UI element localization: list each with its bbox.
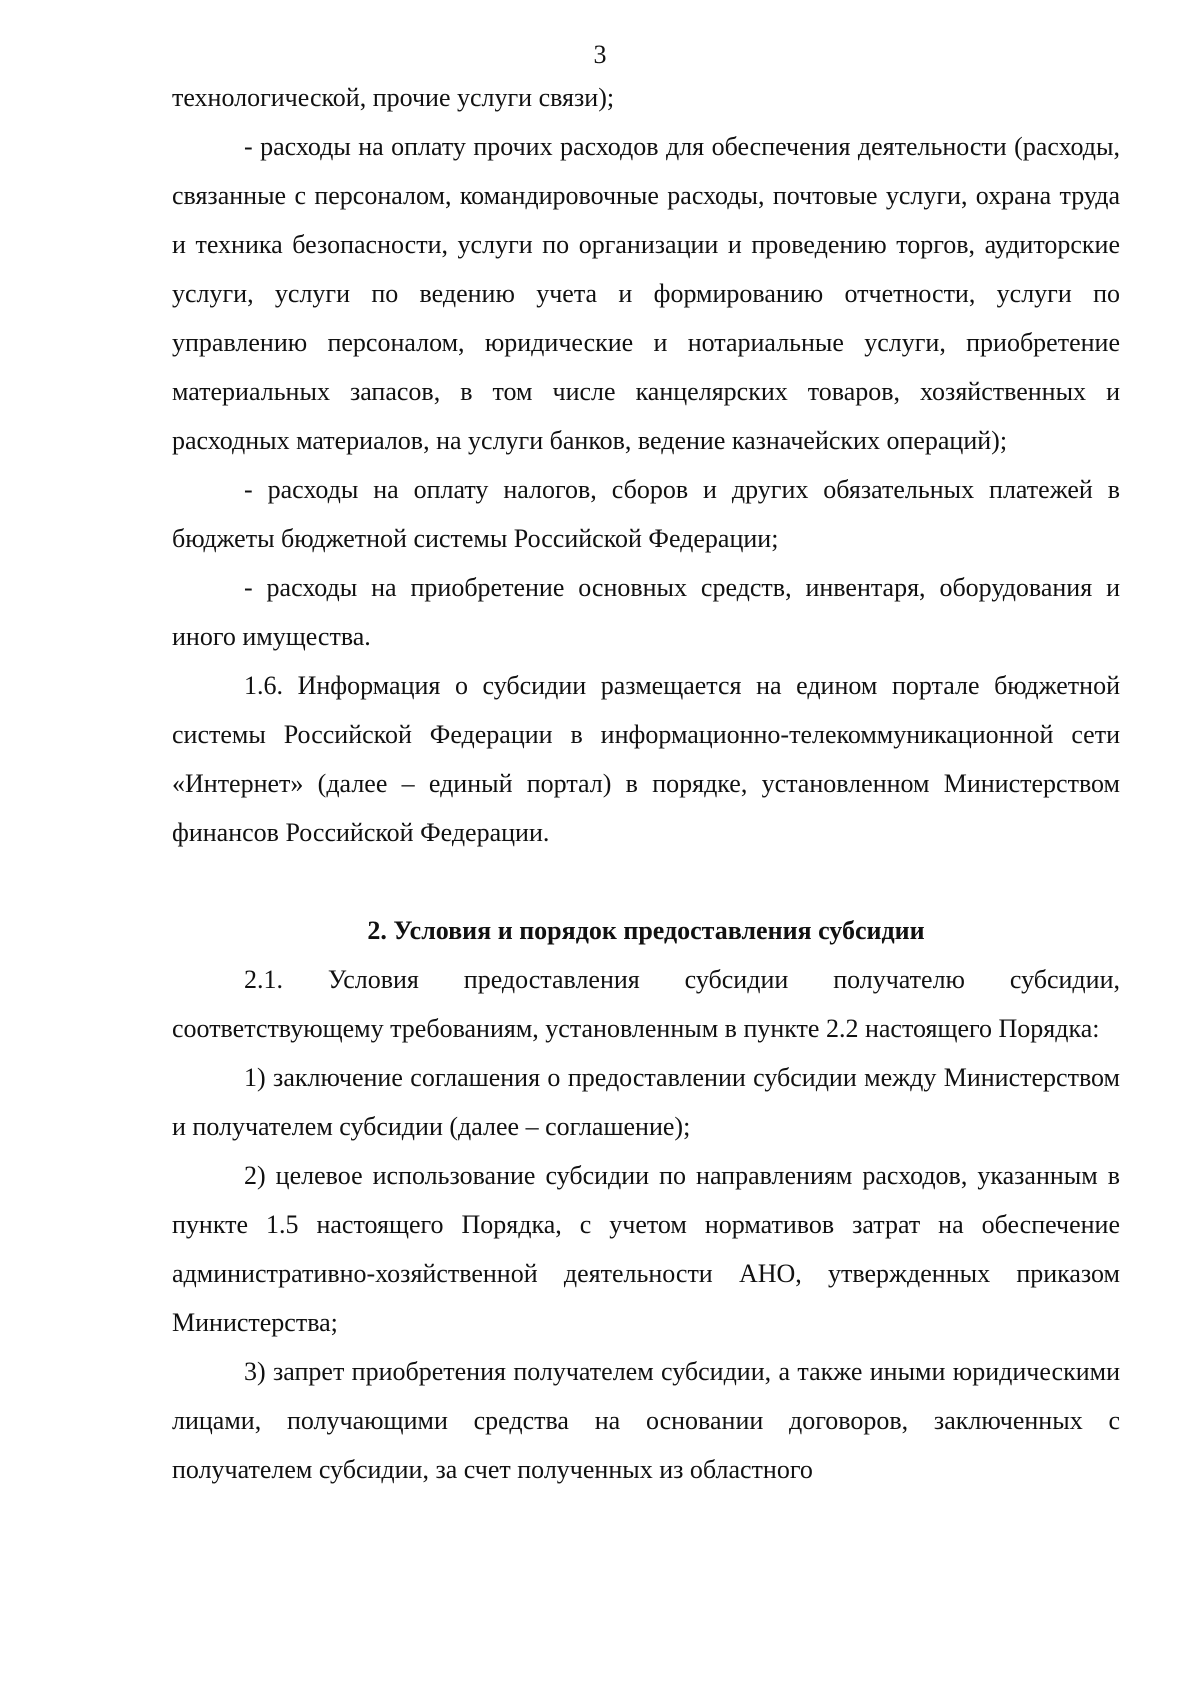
paragraph-other-expenses: - расходы на оплату прочих расходов для обеспечения деятельности (расходы, связанные с персоналом, командировочные расходы, почтовые услуги, охрана труда и техника безопасности, услуги по организации и проведению торгов, аудиторские услуги, услуги по ведению учета и формированию отчетности, услуги по управлению персоналом, юридические и нотариальные услуги, приобретение материальных запасов, в том числе канцелярских товаров, хозяйственных и расходных материалов, на услуги банков, ведение казначейских операций); <box>172 132 1120 455</box>
list-item-1: 1) заключение соглашения о предоставлении субсидии между Министерством и получателем субсидии (далее – соглашение); <box>172 1063 1120 1141</box>
list-item-3: 3) запрет приобретения получателем субсидии, а также иными юридическими лицами, получающими средства на основании договоров, заключенных с получателем субсидии, за счет полученных из областного <box>172 1357 1120 1484</box>
paragraph-continuation: технологической, прочие услуги связи); <box>172 83 615 112</box>
paragraph-2-1: 2.1. Условия предоставления субсидии получателю субсидии, соответствующему требованиям, установленным в пункте 2.2 настоящего Порядка: <box>172 965 1120 1043</box>
paragraph-taxes: - расходы на оплату налогов, сборов и других обязательных платежей в бюджеты бюджетной системы Российской Федерации; <box>172 475 1120 553</box>
paragraph-fixed-assets: - расходы на приобретение основных средств, инвентаря, оборудования и иного имущества. <box>172 573 1120 651</box>
document-body <box>172 73 1120 1494</box>
page-number: 3 <box>593 40 607 69</box>
list-item-2: 2) целевое использование субсидии по направлениям расходов, указанным в пункте 1.5 настоящего Порядка, с учетом нормативов затрат на обеспечение административно-хозяйственной деятельности АНО, утвержденных приказом Министерства; <box>172 1161 1120 1337</box>
section-heading: 2. Условия и порядок предоставления субсидии <box>367 916 925 945</box>
paragraph-1-6: 1.6. Информация о субсидии размещается на едином портале бюджетной системы Российской Федерации в информационно-телекоммуникационной сети «Интернет» (далее – единый портал) в порядке, установленном Министерством финансов Российской Федерации. <box>172 671 1120 847</box>
